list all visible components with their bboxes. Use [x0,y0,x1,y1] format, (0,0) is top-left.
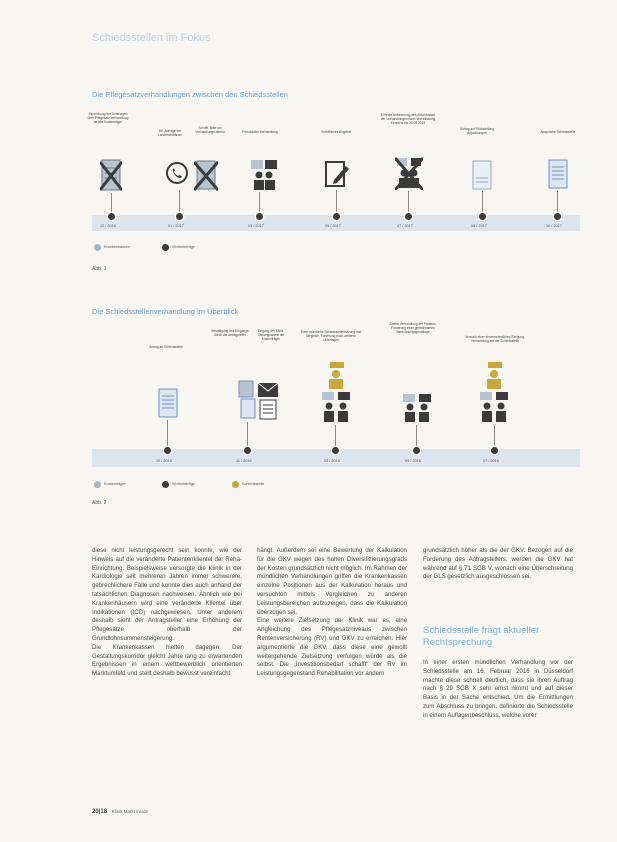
page-title: Schiedsstellen im Fokus [92,32,211,44]
chart2-label-6: Versuch einer einvernehmlichen Einigung, Verhandlung mit der Schiedsstelle [465,335,525,343]
timeline-dot [176,213,183,220]
figure-caption: Abb. 1 [92,266,107,272]
chart2-label-3: Eingang der Klinik, Stellungnahme der Kostenträger [257,329,285,341]
chart2-label-5: Zweite Verhandlung der Parteien. Forderung einer gemeinsamen Berechnungsgrundlage [389,322,437,334]
timeline-stem [336,190,337,215]
timeline-stem [247,422,248,449]
timeline-stem [259,192,260,215]
timeline-stem [416,425,417,449]
meeting-icon [401,393,433,423]
timeline-stem [167,420,168,449]
timeline-date: 08 / 2017 [471,224,487,228]
meeting-icon [250,159,278,191]
document-crossed-icon [100,158,122,192]
legend-label: Klinikeinträge [172,245,195,249]
timeline-stem [557,191,558,215]
meeting-crossed-icon [395,156,423,190]
timeline-date: 05 / 2017 [325,224,341,228]
section-subheading: Schiedsstelle fragt aktueller Rechtsprechung [423,625,540,648]
chart1-label-1: Einreichung der Unterlagen über Pflegesatz-verhandlung an alle Kostenträger [87,112,129,124]
timeline-dot [479,213,486,220]
legend-swatch [162,244,169,251]
timeline-dot [333,213,340,220]
legend-swatch [232,481,239,488]
chart1-label-7: Antrag auf Rückstellung Anpassungen [460,127,494,135]
page-number: 20|18 [92,809,108,815]
chart1-heading: Die Pflegesatzverhandlungen zwischen den Schiedsstellen [92,90,288,99]
chart2-heading: Die Schiedsstellenverhandlung im Überblick [92,307,239,316]
documents-icon [238,380,258,420]
body-column-3a: grundsätzlich höher als die der GKV. Bezogen auf die Forderung des Antragstellers, werden die GKV hat während auf § 71 SGB V, wonach eine Überschreitung der GLS gesetzlich ausgeschlossen sei. [423,547,573,581]
timeline-date: 07 / 2016 [483,459,499,463]
timeline-stem [494,425,495,449]
legend-label: Kostenträger [104,482,126,486]
timeline-date: 05 / 2016 [405,459,421,463]
document-icon [158,388,178,418]
timeline-dot [413,447,420,454]
document-icon [472,160,492,190]
chart1-label-5: Schriftliches Angebot [321,130,351,134]
chart1-label-3: Schriftl. Bitte um Verhandlungs-termin [195,126,225,134]
envelope-icon [257,382,279,420]
chart1-label-6: Erneute Anforderung des Abschlusses der Verhandlungen nach Vereinbarung Kenntnis bis 30.09.2018 [380,113,436,125]
legend-swatch [94,481,101,488]
timeline-date: 07 / 2017 [397,224,413,228]
body-column-3b: In einer ersten mündlichen Verhandlung vor der Schiedsstelle am 16. Februar 2016 in Düsseldorf machte diese schnell deutlich, dass sie ihren Auftrag nach § 29 SGB X sehr ernst nimmt und auf dieser Basis in der Sache entschied. Um die Ermittlungen zum Abschluss zu bringen, definierte die Schiedsstelle in einem Auflagenbeschluss, welche vorer [423,659,573,719]
phone-icon [165,161,189,185]
chart2-label-4: Erste mündliche Schiedsstellensitzung und Vergleich, Forderung nach weiteren Unterlagen [300,330,362,342]
letter-crossed-icon [194,158,218,192]
publication-name: Klinik Markt inside [111,809,148,814]
legend-swatch [94,244,101,251]
timeline-dot [332,447,339,454]
timeline-stem [179,190,180,215]
legend-swatch [162,481,169,488]
timeline-dot [256,213,263,220]
judge-meeting-icon [478,360,510,424]
timeline-stem [111,193,112,215]
timeline-date: 12 / 2016 [100,224,116,228]
chart1-label-2: Tel. Anfrage der Landesverbände [158,129,182,137]
chart1-label-4: Persönliche Verhandlung [242,130,278,134]
timeline-dot [491,447,498,454]
chart2-label-2: Bestätigung des Eingangs durch die Antragsteller [211,329,249,337]
chart1-label-8: Ansprüche Schiedsstelle [540,130,576,134]
body-column-1: diese nicht leistungsgerecht sein konnte, wie der Hinweis auf die veränderte Patientenklientel der Reha-Einrichtung. Beispielsweise versorgte die Klinik in der Kardiologie seit mehreren Jahren immer schwerere, gebrechlichere Fälle und konnte dies auch anhand der tatsächlichen Diagnosen nachweisen. Ähnlich wie bei Krankenhäusern wird eine veränderte Klientel über Indikationen (ICD) nachgewiesen. Unter anderem deshalb sieht der Antragsteller eine Erhöhung der Pflegesätze oberhalb der Grundlohnsummensteigerung. Die Krankenkassen hielten dagegen: Der Gestaltungskorridor gleicht Jahre lang zu erwartenden Ergebnissen in einem wettbewerblich orientierten Marktumfeld und stellt deshalb bewusst vereinfacht [92,547,242,678]
judge-meeting-icon [320,360,352,424]
legend-label: Krankenkassen [104,245,131,249]
figure-caption: Abb. 2 [92,500,107,506]
timeline-date: 11 / 2016 [236,459,252,463]
timeline-date: 10 / 2016 [156,459,172,463]
document-lines-icon [548,159,568,189]
chart2-label-1: Antrag an Schiedsstelle [149,345,183,349]
edit-document-icon [324,160,350,188]
timeline-dot [108,213,115,220]
timeline-stem [408,191,409,215]
timeline-stem [482,191,483,215]
timeline-dot [405,213,412,220]
timeline-dot [244,447,251,454]
timeline-date: 10 / 2017 [546,224,562,228]
timeline-date: 03 / 2017 [248,224,264,228]
timeline-date: 01 / 2017 [168,224,184,228]
legend-label: Klinikeinträge [172,482,195,486]
timeline-dot [164,447,171,454]
legend-label: Schiedsstelle [242,482,265,486]
timeline-dot [554,213,561,220]
timeline-stem [335,425,336,449]
timeline-date: 03 / 2016 [324,459,340,463]
body-column-2: hängt. Außerdem sei eine Bewertung der Kalkulation für die GKV wegen des hohen Diversifizierungsgrads der Kosten grundsätzlich nicht möglich. Im Rahmen der mündlichen Verhandlungen griffen die Krankenkassen einzelne Positionen aus der Kalkulation heraus und versuchten mittels Vergleichen zu anderen Leistungsbereichen aufzuzeigen, dass die Kalkulation überzogen sei. Eine weitere Zielsetzung der Klinik war es, eine Angleichung des Pflegesatzniveaus zwischen Rentenversicherung (RV) und GKV zu erreichen. Hier argumentierte die GKV, dass diese eine gewollt weitergehende Zielsetzung verfolgen würde als die selbst. Die „Investitionsbedarf schafft“ der RV im Leistungsgegenstand Rehabilitation vor andern [257,547,407,678]
